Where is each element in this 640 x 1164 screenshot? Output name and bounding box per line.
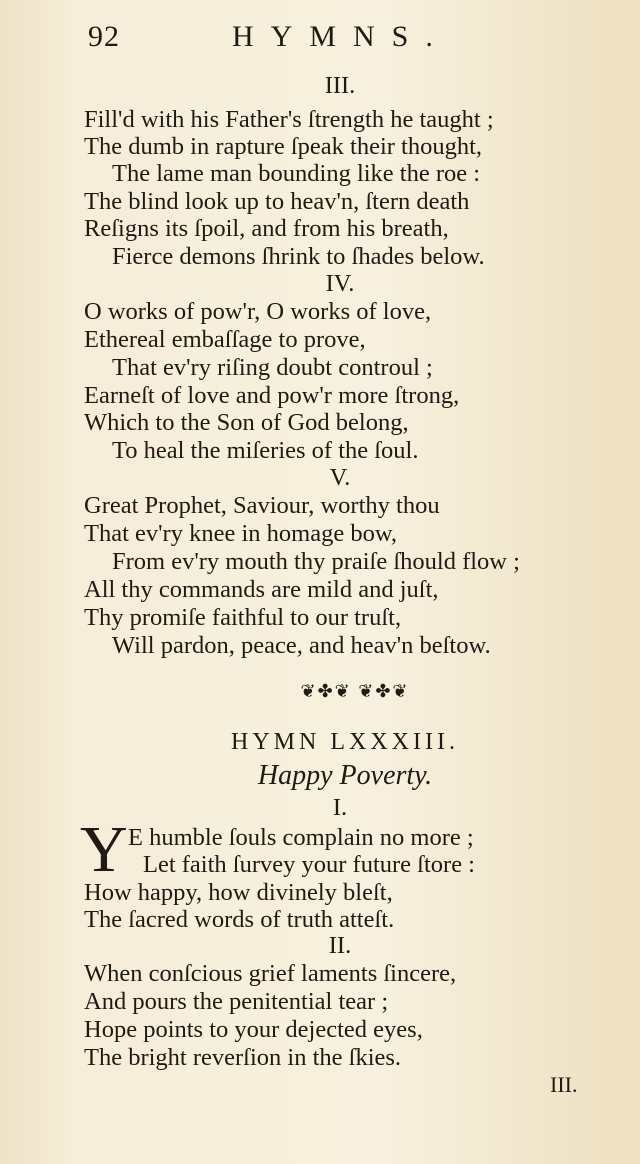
verse-line: To heal the miſeries of the ſoul. — [112, 437, 419, 464]
verse-line: Which to the Son of God belong, — [84, 409, 409, 436]
verse-line: That ev'ry knee in homage bow, — [84, 520, 398, 547]
verse-line: Let faith ſurvey your future ſtore : — [143, 851, 475, 878]
stanza-numeral: V. — [329, 464, 351, 491]
verse-line: And pours the penitential tear ; — [84, 988, 389, 1015]
drop-cap: Y — [80, 813, 128, 886]
verse-line: From ev'ry mouth thy praiſe ſhould flow ; — [112, 548, 520, 575]
verse-line: E humble ſouls complain no more ; — [128, 824, 474, 851]
stanza-numeral: IV. — [325, 270, 355, 297]
stanza-numeral: III. — [324, 72, 356, 99]
verse-line: Ethereal embaſſage to prove, — [84, 326, 366, 353]
page-header — [0, 20, 640, 56]
verse-line: O works of pow'r, O works of love, — [84, 298, 432, 325]
catchword: III. — [550, 1072, 578, 1097]
verse-line: Reſigns its ſpoil, and from his breath, — [84, 215, 449, 242]
verse-line: Earneſt of love and pow'r more ſtrong, — [84, 382, 460, 409]
running-title: HYMNS. — [232, 20, 450, 53]
verse-line: The lame man bounding like the roe : — [112, 160, 481, 187]
stanza-numeral: I. — [332, 794, 348, 821]
hymn-subtitle: Happy Poverty. — [257, 760, 433, 791]
verse-line: Great Prophet, Saviour, worthy thou — [84, 492, 440, 519]
verse-line: The ſacred words of truth atteſt. — [84, 906, 395, 933]
verse-line: Hope points to your dejected eyes, — [84, 1016, 423, 1043]
verse-line: The blind look up to heav'n, ſtern death — [84, 188, 470, 215]
verse-line: That ev'ry riſing doubt controul ; — [112, 354, 433, 381]
verse-line: How happy, how divinely bleſt, — [84, 879, 393, 906]
stanza-numeral: II. — [328, 932, 352, 959]
verse-line: Fierce demons ſhrink to ſhades below. — [112, 243, 485, 270]
verse-line: Will pardon, peace, and heav'n beſtow. — [112, 632, 491, 659]
verse-line: All thy commands are mild and juſt, — [84, 576, 439, 603]
verse-line: Thy promiſe faithful to our truſt, — [84, 604, 402, 631]
verse-line: The dumb in rapture ſpeak their thought, — [84, 133, 483, 160]
decorative-ornament: ❦✤❦ ❦✤❦ — [300, 681, 410, 701]
verse-line: When conſcious grief laments ſincere, — [84, 960, 457, 987]
verse-line: The bright reverſion in the ſkies. — [84, 1044, 402, 1071]
page-number: 92 — [88, 20, 120, 53]
hymn-title: HYMN LXXXIII. — [231, 729, 459, 755]
verse-line: Fill'd with his Father's ſtrength he taught ; — [84, 106, 494, 133]
